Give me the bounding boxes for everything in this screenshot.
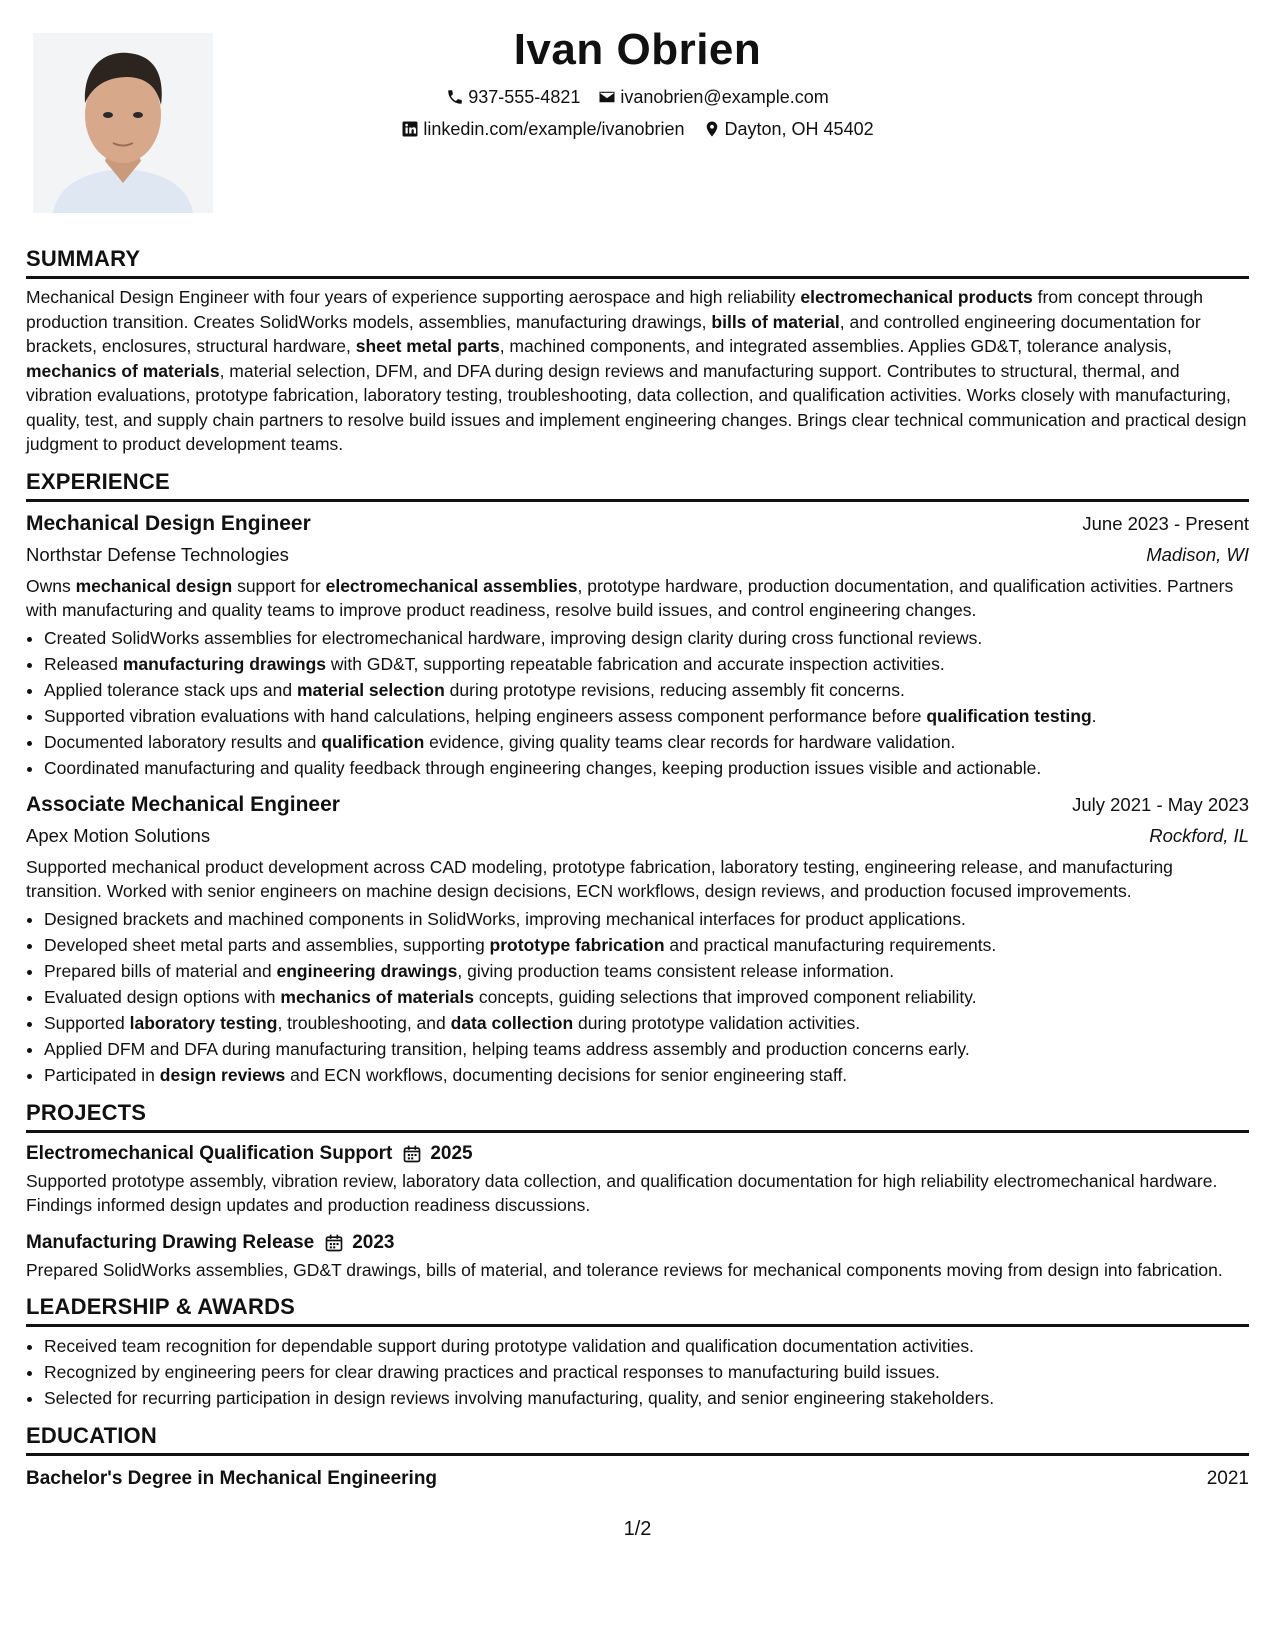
job-location: Rockford, IL — [1149, 824, 1249, 846]
project-name: Electromechanical Qualification Support — [26, 1142, 393, 1164]
job-bullet: • Supported laboratory testing, troubleshooting, and data collection during prototype validation activities. — [44, 1010, 1249, 1036]
job-bullet: • Designed brackets and machined components in SolidWorks, improving mechanical interfaces for product applications. — [44, 906, 1249, 932]
job-bullet: • Applied tolerance stack ups and material selection during prototype revisions, reducing assembly fit concerns. — [44, 677, 1249, 703]
job-entry — [26, 789, 1249, 1088]
leadership-bullet: • Recognized by engineering peers for clear drawing practices and practical responses to manufacturing build issues. — [44, 1359, 1249, 1385]
project-description: Supported prototype assembly, vibration review, laboratory data collection, and qualification documentation for high reliability electromechanical hardware. Findings informed design updates and production readiness discussions. — [26, 1170, 1218, 1215]
education-year: 2021 — [1206, 1468, 1249, 1489]
email-address[interactable]: ivanobrien@example.com — [620, 87, 829, 107]
job-dates: July 2021 - May 2023 — [1072, 793, 1249, 815]
summary-section — [26, 244, 1249, 457]
job-bullet: • Developed sheet metal parts and assemblies, supporting prototype fabrication and practical manufacturing requirements. — [44, 932, 1249, 958]
page-number: 1/2 — [623, 1518, 652, 1540]
project-entry — [26, 1139, 1249, 1218]
job-bullet: • Released manufacturing drawings with GD&T, supporting repeatable fabrication and accurate inspection activities. — [44, 651, 1249, 677]
phone-icon — [446, 88, 464, 106]
linkedin-url[interactable]: linkedin.com/example/ivanobrien — [423, 119, 685, 139]
candidate-name: Ivan Obrien — [513, 25, 762, 74]
calendar-icon — [324, 1233, 344, 1253]
section-title-experience: EXPERIENCE — [26, 467, 1249, 502]
profile-photo — [33, 33, 213, 213]
job-bullet: • Participated in design reviews and ECN workflows, documenting decisions for senior engineering staff. — [44, 1062, 1249, 1088]
project-year-group — [402, 1139, 472, 1169]
job-bullet: • Applied DFM and DFA during manufacturing transition, helping teams address assembly and production concerns early. — [44, 1036, 1249, 1062]
contact-line-2 — [230, 116, 1045, 142]
job-bullet: • Evaluated design options with mechanics of materials concepts, guiding selections that improved component reliability. — [44, 984, 1249, 1010]
job-bullets — [26, 625, 1249, 781]
job-bullet: • Created SolidWorks assemblies for electromechanical hardware, improving design clarity during cross functional reviews. — [44, 625, 1249, 651]
summary-text: Mechanical Design Engineer with four years of experience supporting aerospace and high reliability electromechanical products from concept through production transition. Creates SolidWorks models, assemblies, manufacturing drawings, bills of material, and controlled engineering documentation for brackets, enclosures, structural hardware, sheet metal parts, machined components, and integrated assemblies. Applies GD&T, tolerance analysis, mechanics of materials, material selection, DFM, and DFA during design reviews and manufacturing support. Contributes to structural, thermal, and vibration evaluations, prototype fabrication, laboratory testing, troubleshooting, data collection, and qualification activities. Works closely with manufacturing, quality, test, and supply chain partners to resolve build issues and implement engineering changes. Brings clear technical communication and practical design judgment to product development teams. — [26, 287, 1247, 454]
project-year-group — [324, 1228, 394, 1258]
job-location: Madison, WI — [1146, 543, 1249, 565]
resume-header — [230, 22, 1045, 142]
job-company-row — [26, 540, 1249, 570]
job-company-row — [26, 821, 1249, 851]
job-description: Supported mechanical product development across CAD modeling, prototype fabrication, laboratory testing, engineering release, and manufacturing transition. Worked with senior engineers on machine design decisions, ECN workflows, design reviews, and production focused improvements. — [26, 856, 1173, 901]
job-title-row — [26, 508, 1249, 540]
contact-line-1 — [230, 84, 1045, 110]
job-title-row — [26, 789, 1249, 821]
calendar-icon — [402, 1144, 422, 1164]
job-title: Mechanical Design Engineer — [26, 511, 311, 535]
job-title: Associate Mechanical Engineer — [26, 792, 340, 816]
job-bullet: • Supported vibration evaluations with hand calculations, helping engineers assess component performance before qualification testing. — [44, 703, 1249, 729]
email-icon — [598, 88, 616, 106]
job-company: Apex Motion Solutions — [26, 824, 211, 846]
project-year: 2023 — [352, 1231, 395, 1253]
phone-number: 937-555-4821 — [468, 87, 581, 107]
project-name: Manufacturing Drawing Release — [26, 1231, 315, 1253]
leadership-bullets — [26, 1333, 1249, 1411]
project-description: Prepared SolidWorks assemblies, GD&T drawings, bills of material, and tolerance reviews for mechanical components moving from design into fabrication. — [26, 1259, 1223, 1280]
job-entry — [26, 508, 1249, 781]
leadership-bullet: • Received team recognition for dependable support during prototype validation and qualification documentation activities. — [44, 1333, 1249, 1359]
project-header — [26, 1139, 1249, 1169]
section-title-leadership: LEADERSHIP & AWARDS — [26, 1292, 1249, 1327]
section-title-projects: PROJECTS — [26, 1098, 1249, 1133]
leadership-section — [26, 1292, 1249, 1411]
project-year: 2025 — [430, 1142, 473, 1164]
education-section — [26, 1421, 1249, 1494]
project-header — [26, 1228, 1249, 1258]
job-bullet: • Documented laboratory results and qualification evidence, giving quality teams clear records for hardware validation. — [44, 729, 1249, 755]
location-text: Dayton, OH 45402 — [724, 119, 874, 139]
location-icon — [703, 120, 721, 138]
job-description: Owns mechanical design support for electromechanical assemblies, prototype hardware, production documentation, and qualification activities. Partners with manufacturing and quality teams to improve product readiness, resolve build issues, and control engineering changes. — [26, 575, 1234, 620]
job-bullets — [26, 906, 1249, 1088]
leadership-bullet: • Selected for recurring participation in design reviews involving manufacturing, quality, and senior engineering stakeholders. — [44, 1385, 1249, 1411]
education-degree: Bachelor's Degree in Mechanical Engineering — [26, 1468, 438, 1489]
experience-section — [26, 467, 1249, 1088]
location-contact — [703, 116, 874, 142]
section-title-education: EDUCATION — [26, 1421, 1249, 1456]
linkedin-icon — [401, 120, 419, 138]
job-company: Northstar Defense Technologies — [26, 543, 289, 565]
education-row — [26, 1464, 1249, 1494]
project-entry — [26, 1228, 1249, 1283]
section-title-summary: SUMMARY — [26, 244, 1249, 279]
phone-contact — [446, 84, 580, 110]
job-bullet: • Prepared bills of material and engineering drawings, giving production teams consistent release information. — [44, 958, 1249, 984]
resume-body — [26, 244, 1249, 1504]
job-bullet: • Coordinated manufacturing and quality feedback through engineering changes, keeping production issues visible and actionable. — [44, 755, 1249, 781]
job-dates: June 2023 - Present — [1082, 512, 1249, 534]
projects-section — [26, 1098, 1249, 1283]
linkedin-contact[interactable] — [401, 116, 684, 142]
email-contact[interactable] — [598, 84, 828, 110]
